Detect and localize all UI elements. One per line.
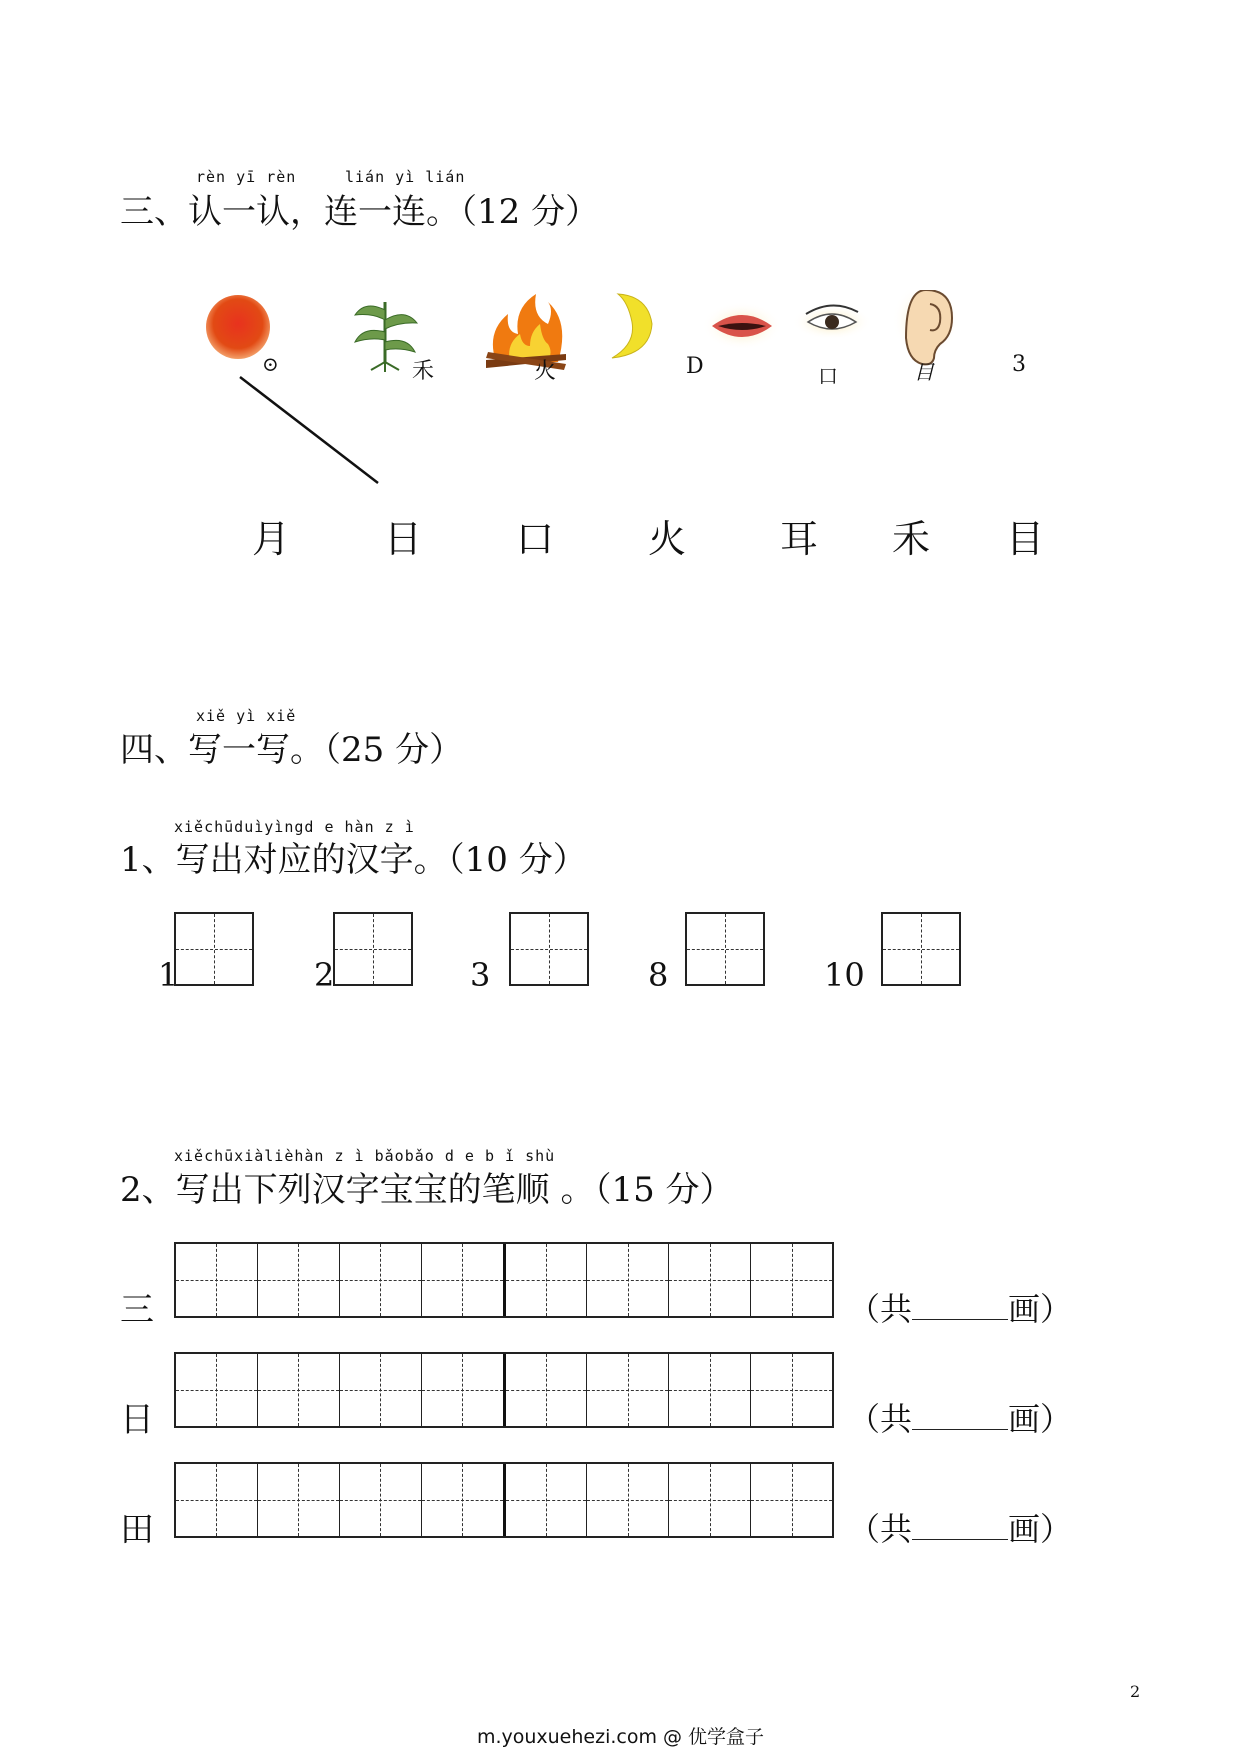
caption-sun: ⊙: [262, 352, 279, 376]
caption-fire: 火: [534, 359, 557, 384]
q1-number-8: 8: [648, 956, 669, 994]
q2-stroke-count-tian: [848, 1504, 1072, 1550]
q2-row-char-ri: 日: [120, 1400, 154, 1440]
stroke-count-blank-tian[interactable]: [912, 1509, 1008, 1540]
q1-number-2: 2: [314, 956, 335, 994]
page-number: 2: [1130, 1682, 1141, 1701]
q1-writing-box-8[interactable]: [685, 912, 765, 986]
char-he[interactable]: 禾: [892, 517, 931, 561]
q2-stroke-count-san: [848, 1284, 1072, 1330]
q1-number-1: 1: [158, 956, 179, 994]
caption-eye: 目: [914, 360, 934, 384]
stroke-count-blank-san[interactable]: [912, 1289, 1008, 1320]
section3-pinyin-2: lián yì lián: [345, 168, 466, 186]
q1-number-3: 3: [470, 956, 491, 994]
char-ri[interactable]: 日: [384, 517, 423, 561]
q2-stroke-grid-tian[interactable]: [174, 1462, 834, 1538]
caption-ear: 3: [1012, 352, 1026, 377]
q1-writing-box-2[interactable]: [333, 912, 413, 986]
char-er[interactable]: 耳: [780, 517, 819, 561]
count-close: 画）: [1008, 1290, 1073, 1328]
char-huo[interactable]: 火: [648, 517, 687, 561]
q1-number-10: 10: [824, 956, 865, 994]
q2-row-char-san: 三: [120, 1290, 154, 1330]
q2-stroke-grid-san[interactable]: [174, 1242, 834, 1318]
example-connect-line: [0, 0, 1241, 520]
q2-title: 2、写出下列汉字宝宝的笔顺 。（15 分）: [120, 1170, 734, 1210]
count-open: （共: [848, 1290, 913, 1328]
char-yue[interactable]: 月: [252, 517, 291, 561]
section3-pinyin-1: rèn yī rèn: [196, 168, 297, 186]
count-open: （共: [848, 1510, 913, 1548]
section4-pinyin: xiě yì xiě: [196, 707, 297, 725]
section4-title: 四、写一写。（25 分）: [120, 730, 464, 770]
footer-watermark: m.youxuehezi.com @ 优学盒子: [476, 1726, 765, 1748]
q1-title: 1、写出对应的汉字。（10 分）: [120, 840, 587, 880]
q2-row-char-tian: 田: [120, 1510, 154, 1550]
section3-title: 三、认一认，连一连。（12 分）: [120, 192, 600, 232]
q1-writing-box-3[interactable]: [509, 912, 589, 986]
caption-mouth: 口: [818, 364, 838, 388]
q2-stroke-grid-ri[interactable]: [174, 1352, 834, 1428]
char-kou[interactable]: 口: [516, 517, 555, 561]
caption-moon: D: [686, 354, 704, 379]
q2-pinyin: xiěchūxiàlièhàn z ì bǎobǎo d e b ǐ shù: [174, 1147, 556, 1165]
char-mu[interactable]: 目: [1006, 517, 1045, 561]
q1-writing-box-10[interactable]: [881, 912, 961, 986]
caption-rice: 禾: [412, 359, 435, 384]
count-open: （共: [848, 1400, 913, 1438]
count-close: 画）: [1008, 1400, 1073, 1438]
count-close: 画）: [1008, 1510, 1073, 1548]
stroke-count-blank-ri[interactable]: [912, 1399, 1008, 1430]
q1-writing-box-1[interactable]: [174, 912, 254, 986]
q2-stroke-count-ri: [848, 1394, 1072, 1440]
q1-pinyin: xiěchūduìyìngd e hàn z ì: [174, 818, 415, 836]
